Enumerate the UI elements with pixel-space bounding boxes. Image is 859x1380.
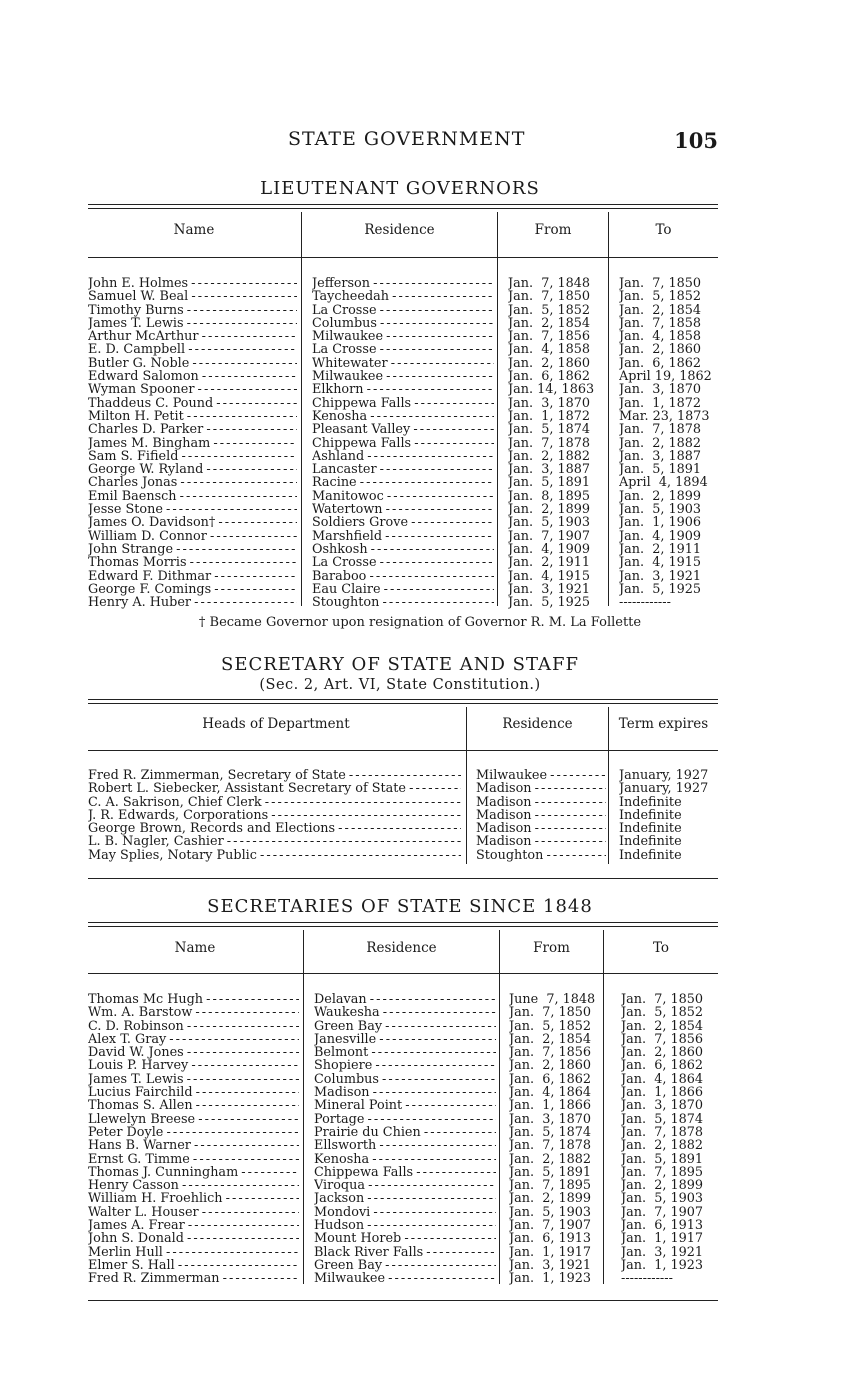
cell-from: Jan. 3, 1870: [509, 1112, 592, 1126]
cell-from: Jan. 2, 1882: [508, 449, 591, 464]
cell-to: Jan. 5, 1891: [619, 463, 702, 477]
cell-residence: Whitewater - - -: [312, 357, 494, 370]
cell-residence: La Crosse - - -: [312, 304, 494, 317]
cell-to: ------------: [619, 596, 671, 610]
cell-from: Jan. 8, 1895: [508, 489, 591, 504]
cell-name: Henry Casson - - -: [88, 1179, 299, 1192]
cell-term: Indefinite: [619, 835, 682, 849]
table-row: [88, 796, 718, 809]
table-row: [88, 410, 718, 423]
cell-to: Jan. 2, 1899: [619, 489, 702, 504]
table-row: [88, 849, 718, 862]
cell-from: Jan. 7, 1878: [508, 436, 591, 450]
cell-from: Jan. 5, 1903: [509, 1205, 592, 1220]
cell-residence: Stoughton - - -: [312, 596, 494, 609]
cell-name: Lucius Fairchild - - -: [88, 1086, 299, 1099]
table-row: [88, 463, 718, 476]
cell-from: Jan. 7, 1907: [508, 529, 591, 543]
cell-residence: Oshkosh - - -: [312, 543, 494, 556]
column-header-name: Name: [174, 940, 216, 956]
cell-name: Wyman Spooner - - -: [88, 383, 297, 396]
cell-head: George Brown, Records and Elections - - -: [88, 822, 461, 835]
cell-residence: Janesville - - -: [314, 1033, 496, 1046]
cell-to: Jan. 6, 1862: [619, 356, 702, 371]
cell-name: Wm. A. Barstow - - -: [88, 1006, 299, 1019]
secretaries-since-rows: [88, 993, 718, 1286]
cell-from: Jan. 4, 1909: [508, 542, 591, 557]
table-bottom-rule: [88, 878, 718, 879]
cell-to: Jan. 3, 1870: [619, 383, 702, 397]
cell-name: Edward Salomon - - -: [88, 370, 297, 383]
cell-head: L. B. Nagler, Cashier - - -: [88, 835, 461, 848]
cell-to: Jan. 2, 1911: [619, 542, 702, 557]
cell-residence: Green Bay - - -: [314, 1020, 496, 1033]
cell-residence: Columbus - - -: [312, 317, 494, 330]
cell-residence: Belmont - - -: [314, 1046, 496, 1059]
table-row: [88, 1259, 718, 1272]
table-row: [88, 1139, 718, 1152]
cell-from: Jan. 7, 1856: [509, 1046, 592, 1060]
cell-to: April 4, 1894: [619, 476, 708, 490]
table-top-rule: [88, 926, 718, 927]
table-row: [88, 1006, 718, 1019]
table-row: [88, 543, 718, 556]
table-row: [88, 397, 718, 410]
cell-residence: Kenosha - - -: [312, 410, 494, 423]
cell-name: Milton H. Petit - - -: [88, 410, 297, 423]
table-row: [88, 583, 718, 596]
table-row: [88, 383, 718, 396]
cell-from: Jan. 2, 1860: [508, 356, 591, 371]
cell-name: James T. Lewis - - -: [88, 317, 297, 330]
cell-from: Jan. 6, 1862: [509, 1072, 592, 1087]
cell-from: Jan. 7, 1850: [508, 290, 591, 304]
cell-to: Jan. 7, 1850: [621, 993, 704, 1007]
cell-from: Jan. 5, 1903: [508, 516, 591, 530]
cell-from: Jan. 5, 1891: [508, 476, 591, 490]
secretary-staff-subtitle: (Sec. 2, Art. VI, State Constitution.): [259, 677, 541, 693]
cell-to: Jan. 5, 1852: [621, 1006, 704, 1020]
cell-name: Elmer S. Hall - - -: [88, 1259, 299, 1272]
cell-to: Jan. 7, 1856: [621, 1032, 704, 1047]
cell-name: C. D. Robinson - - -: [88, 1020, 299, 1033]
secretaries-since-title: SECRETARIES OF STATE SINCE 1848: [207, 896, 593, 917]
cell-name: Thomas Morris - - -: [88, 556, 297, 569]
table-row: [88, 290, 718, 303]
table-row: [88, 503, 718, 516]
cell-name: Louis P. Harvey - - -: [88, 1059, 299, 1072]
cell-from: Jan. 5, 1852: [509, 1019, 592, 1033]
table-row: [88, 1166, 718, 1179]
table-row: [88, 1086, 718, 1099]
cell-name: Emil Baensch - - -: [88, 490, 297, 503]
cell-term: January, 1927: [619, 769, 709, 783]
cell-residence: Ellsworth - - -: [314, 1139, 496, 1152]
cell-residence: Milwaukee - - -: [312, 330, 494, 343]
cell-name: Alex T. Gray - - -: [88, 1033, 299, 1046]
column-header-from: From: [534, 222, 572, 238]
cell-from: Jan. 3, 1870: [508, 396, 591, 410]
column-header-to: To: [655, 222, 672, 238]
cell-from: Jan. 2, 1899: [508, 503, 591, 517]
cell-residence: Lancaster - - -: [312, 463, 494, 476]
cell-residence: Madison - - -: [476, 822, 606, 835]
cell-from: Jan. 7, 1856: [508, 330, 591, 344]
cell-to: ------------: [621, 1272, 673, 1286]
cell-from: Jan. 1, 1917: [509, 1245, 592, 1259]
table-row: [88, 822, 718, 835]
cell-to: Jan. 4, 1858: [619, 330, 702, 344]
cell-residence: Black River Falls - - -: [314, 1246, 496, 1259]
cell-name: Thomas S. Allen - - -: [88, 1099, 299, 1112]
table-row: [88, 370, 718, 383]
cell-term: January, 1927: [619, 782, 709, 796]
cell-residence: Shopiere - - -: [314, 1059, 496, 1072]
cell-residence: Columbus - - -: [314, 1073, 496, 1086]
cell-residence: Chippewa Falls - - -: [312, 437, 494, 450]
cell-to: Jan. 6, 1862: [621, 1059, 704, 1073]
cell-from: Jan. 2, 1882: [509, 1152, 592, 1166]
cell-residence: Manitowoc - - -: [312, 490, 494, 503]
running-title: STATE GOVERNMENT: [288, 128, 526, 150]
table-row: [88, 516, 718, 529]
cell-to: Jan. 1, 1906: [619, 516, 702, 530]
cell-to: Jan. 5, 1925: [619, 582, 702, 597]
cell-name: Sam S. Fifield - - -: [88, 450, 297, 463]
cell-to: Jan. 5, 1874: [621, 1112, 704, 1126]
table-row: [88, 343, 718, 356]
cell-to: Jan. 3, 1870: [621, 1099, 704, 1113]
cell-to: Jan. 3, 1921: [619, 569, 702, 583]
cell-from: Jan. 3, 1921: [509, 1258, 592, 1273]
cell-from: Jan. 6, 1862: [508, 370, 591, 384]
cell-from: Jan. 5, 1874: [509, 1125, 592, 1140]
cell-residence: Taycheedah - - -: [312, 290, 494, 303]
cell-to: Jan. 2, 1854: [621, 1019, 704, 1033]
cell-from: Jan. 7, 1848: [508, 277, 591, 291]
cell-head: C. A. Sakrison, Chief Clerk - - -: [88, 796, 461, 809]
cell-to: Jan. 4, 1909: [619, 529, 702, 543]
cell-from: Jan. 2, 1854: [508, 316, 591, 331]
cell-to: Jan. 3, 1921: [621, 1245, 704, 1259]
cell-residence: Milwaukee - - -: [314, 1272, 496, 1285]
header-bottom-rule: [88, 750, 718, 751]
cell-name: William H. Froehlich - - -: [88, 1192, 299, 1205]
cell-residence: Mondovi - - -: [314, 1206, 496, 1219]
cell-from: Jan. 3, 1887: [508, 463, 591, 477]
cell-from: Jan. 7, 1907: [509, 1219, 592, 1233]
cell-residence: Madison - - -: [476, 796, 606, 809]
cell-residence: Milwaukee - - -: [312, 370, 494, 383]
cell-head: J. R. Edwards, Corporations - - -: [88, 809, 461, 822]
table-top-rule: [88, 703, 718, 704]
cell-residence: Viroqua - - -: [314, 1179, 496, 1192]
table-row: [88, 1179, 718, 1192]
header-bottom-rule: [88, 973, 718, 974]
table-row: [88, 570, 718, 583]
table-row: [88, 490, 718, 503]
cell-to: Jan. 2, 1854: [619, 303, 702, 317]
table-row: [88, 1192, 718, 1205]
cell-term: Indefinite: [619, 848, 682, 863]
cell-name: Charles D. Parker - - -: [88, 423, 297, 436]
cell-name: William D. Connor - - -: [88, 530, 297, 543]
cell-residence: Madison - - -: [476, 782, 606, 795]
cell-to: Jan. 5, 1903: [619, 503, 702, 517]
table-row: [88, 437, 718, 450]
table-row: [88, 1113, 718, 1126]
footnote: † Became Governor upon resignation of Governor R. M. La Follette: [198, 615, 642, 630]
cell-term: Indefinite: [619, 808, 682, 823]
table-row: [88, 1020, 718, 1033]
cell-residence: Stoughton - - -: [476, 849, 606, 862]
cell-from: Jan. 2, 1911: [508, 556, 591, 570]
cell-from: Jan. 2, 1860: [509, 1059, 592, 1073]
cell-residence: Watertown - - -: [312, 503, 494, 516]
cell-residence: Milwaukee - - -: [476, 769, 606, 782]
cell-to: Jan. 5, 1903: [621, 1192, 704, 1206]
table-top-rule: [88, 204, 718, 205]
cell-name: Thomas Mc Hugh - - -: [88, 993, 299, 1006]
table-top-rule: [88, 699, 718, 700]
cell-from: Jan. 5, 1925: [508, 596, 591, 610]
table-row: [88, 530, 718, 543]
table-row: [88, 1099, 718, 1112]
table-row: [88, 835, 718, 848]
table-row: [88, 330, 718, 343]
cell-head: Fred R. Zimmerman, Secretary of State - - -: [88, 769, 461, 782]
cell-residence: Racine - - -: [312, 476, 494, 489]
table-row: [88, 1246, 718, 1259]
cell-name: Timothy Burns - - -: [88, 304, 297, 317]
cell-name: John Strange - - -: [88, 543, 297, 556]
cell-residence: Hudson - - -: [314, 1219, 496, 1232]
cell-to: Jan. 1, 1917: [621, 1232, 704, 1246]
cell-from: Jan. 5, 1852: [508, 303, 591, 317]
cell-to: Jan. 3, 1887: [619, 449, 702, 464]
column-header-residence: Residence: [366, 940, 437, 956]
table-row: [88, 423, 718, 436]
cell-name: James M. Bingham - - -: [88, 437, 297, 450]
cell-to: Jan. 6, 1913: [621, 1219, 704, 1233]
cell-name: Merlin Hull - - -: [88, 1246, 299, 1259]
cell-residence: Waukesha - - -: [314, 1006, 496, 1019]
column-header-to: To: [652, 940, 670, 956]
cell-name: Llewelyn Breese - - -: [88, 1113, 299, 1126]
cell-to: Jan. 7, 1878: [619, 423, 702, 437]
column-header-from: From: [533, 940, 570, 956]
cell-residence: La Crosse - - -: [312, 556, 494, 569]
cell-name: John S. Donald - - -: [88, 1232, 299, 1245]
cell-from: Jan. 1, 1872: [508, 409, 591, 424]
cell-residence: Chippewa Falls - - -: [314, 1166, 496, 1179]
table-row: [88, 1219, 718, 1232]
cell-residence: Baraboo - - -: [312, 570, 494, 583]
cell-to: Jan. 1, 1866: [621, 1086, 704, 1100]
cell-name: James T. Lewis - - -: [88, 1073, 299, 1086]
table-row: [88, 1206, 718, 1219]
cell-term: Indefinite: [619, 795, 682, 809]
cell-to: Jan. 4, 1915: [619, 556, 702, 570]
cell-name: Thaddeus C. Pound - - -: [88, 397, 297, 410]
cell-residence: Ashland - - -: [312, 450, 494, 463]
cell-name: Hans B. Warner - - -: [88, 1139, 299, 1152]
cell-residence: Soldiers Grove - - -: [312, 516, 494, 529]
cell-name: George F. Comings - - -: [88, 583, 297, 596]
table-row: [88, 1232, 718, 1245]
table-row: [88, 1153, 718, 1166]
cell-residence: Eau Claire - - -: [312, 583, 494, 596]
table-row: [88, 450, 718, 463]
cell-residence: Kenosha - - -: [314, 1153, 496, 1166]
cell-residence: Jackson - - -: [314, 1192, 496, 1205]
cell-to: Jan. 2, 1860: [621, 1046, 704, 1060]
secretary-staff-title: SECRETARY OF STATE AND STAFF: [221, 654, 579, 675]
cell-to: April 19, 1862: [619, 370, 712, 384]
cell-to: Jan. 1, 1923: [621, 1258, 704, 1273]
cell-from: Jan. 5, 1891: [509, 1165, 592, 1180]
table-row: [88, 1073, 718, 1086]
table-row: [88, 317, 718, 330]
cell-from: Jan. 4, 1915: [508, 569, 591, 583]
table-row: [88, 357, 718, 370]
cell-to: Mar. 23, 1873: [619, 409, 710, 424]
cell-residence: Marshfield - - -: [312, 530, 494, 543]
table-row: [88, 809, 718, 822]
cell-name: Charles Jonas - - -: [88, 476, 297, 489]
cell-to: Jan. 5, 1852: [619, 290, 702, 304]
cell-to: Jan. 7, 1850: [619, 277, 702, 291]
cell-residence: Madison - - -: [314, 1086, 496, 1099]
cell-residence: Mineral Point - - -: [314, 1099, 496, 1112]
cell-residence: Delavan - - -: [314, 993, 496, 1006]
column-header-term: Term expires: [618, 716, 709, 732]
cell-residence: Pleasant Valley - - -: [312, 423, 494, 436]
table-row: [88, 1046, 718, 1059]
table-top-rule: [88, 208, 718, 209]
table-row: [88, 782, 718, 795]
cell-residence: Madison - - -: [476, 835, 606, 848]
cell-name: Fred R. Zimmerman - - -: [88, 1272, 299, 1285]
cell-from: Jan. 3, 1921: [508, 582, 591, 597]
cell-head: Robert L. Siebecker, Assistant Secretary of State - - -: [88, 782, 461, 795]
cell-name: James A. Frear - - -: [88, 1219, 299, 1232]
cell-to: Jan. 1, 1872: [619, 396, 702, 410]
cell-name: Ernst G. Timme - - -: [88, 1153, 299, 1166]
cell-from: Jan. 7, 1895: [509, 1179, 592, 1193]
cell-residence: Elkhorn - - -: [312, 383, 494, 396]
cell-from: Jan. 1, 1923: [509, 1272, 592, 1286]
cell-residence: Portage - - -: [314, 1113, 496, 1126]
header-bottom-rule: [88, 257, 718, 258]
cell-to: Jan. 2, 1899: [621, 1179, 704, 1193]
page-number: 105: [674, 128, 718, 153]
cell-residence: La Crosse - - -: [312, 343, 494, 356]
table-row: [88, 596, 718, 609]
secretary-staff-rows: [88, 769, 718, 862]
cell-residence: Chippewa Falls - - -: [312, 397, 494, 410]
cell-residence: Prairie du Chien - - -: [314, 1126, 496, 1139]
table-row: [88, 1033, 718, 1046]
table-row: [88, 1272, 718, 1285]
cell-name: E. D. Campbell - - -: [88, 343, 297, 356]
cell-from: Jan. 7, 1850: [509, 1006, 592, 1020]
cell-name: Peter Doyle - - -: [88, 1126, 299, 1139]
cell-head: May Splies, Notary Public - - -: [88, 849, 461, 862]
cell-from: Jan. 2, 1899: [509, 1192, 592, 1206]
cell-term: Indefinite: [619, 822, 682, 836]
table-row: [88, 476, 718, 489]
column-header-residence: Residence: [502, 716, 573, 732]
table-row: [88, 304, 718, 317]
cell-name: Thomas J. Cunningham - - -: [88, 1166, 299, 1179]
cell-from: June 7, 1848: [509, 993, 596, 1007]
lieutenant-governors-rows: [88, 277, 718, 609]
running-head: [88, 128, 718, 154]
table-row: [88, 556, 718, 569]
cell-to: Jan. 2, 1882: [621, 1139, 704, 1153]
cell-to: Jan. 7, 1895: [621, 1165, 704, 1180]
cell-to: Jan. 2, 1860: [619, 343, 702, 357]
cell-to: Jan. 5, 1891: [621, 1152, 704, 1166]
cell-to: Jan. 7, 1858: [619, 316, 702, 331]
cell-name: Samuel W. Beal - - -: [88, 290, 297, 303]
cell-from: Jan. 14, 1863: [508, 383, 595, 397]
table-row: [88, 769, 718, 782]
cell-name: Butler G. Noble - - -: [88, 357, 297, 370]
cell-name: Henry A. Huber - - -: [88, 596, 297, 609]
cell-name: George W. Ryland - - -: [88, 463, 297, 476]
cell-from: Jan. 7, 1878: [509, 1139, 592, 1153]
cell-name: David W. Jones - - -: [88, 1046, 299, 1059]
column-header-name: Name: [173, 222, 215, 238]
cell-name: Walter L. Houser - - -: [88, 1206, 299, 1219]
cell-from: Jan. 4, 1864: [509, 1086, 592, 1100]
table-row: [88, 1126, 718, 1139]
cell-from: Jan. 5, 1874: [508, 423, 591, 437]
table-row: [88, 277, 718, 290]
cell-name: Jesse Stone - - -: [88, 503, 297, 516]
cell-from: Jan. 2, 1854: [509, 1032, 592, 1047]
cell-residence: Green Bay - - -: [314, 1259, 496, 1272]
cell-from: Jan. 1, 1866: [509, 1099, 592, 1113]
lieutenant-governors-title: LIEUTENANT GOVERNORS: [260, 178, 540, 199]
table-top-rule: [88, 922, 718, 923]
cell-name: Edward F. Dithmar - - -: [88, 570, 297, 583]
cell-name: John E. Holmes - - -: [88, 277, 297, 290]
table-bottom-rule: [88, 1300, 718, 1301]
column-header-heads: Heads of Department: [202, 716, 350, 732]
cell-to: Jan. 4, 1864: [621, 1072, 704, 1087]
cell-residence: Mount Horeb - - -: [314, 1232, 496, 1245]
cell-name: Arthur McArthur - - -: [88, 330, 297, 343]
cell-to: Jan. 7, 1907: [621, 1205, 704, 1220]
table-row: [88, 1059, 718, 1072]
column-header-residence: Residence: [364, 222, 435, 238]
cell-from: Jan. 6, 1913: [509, 1232, 592, 1246]
cell-to: Jan. 7, 1878: [621, 1125, 704, 1140]
cell-residence: Madison - - -: [476, 809, 606, 822]
cell-name: James O. Davidson† - - -: [88, 516, 297, 529]
cell-to: Jan. 2, 1882: [619, 436, 702, 450]
table-row: [88, 993, 718, 1006]
cell-residence: Jefferson - - -: [312, 277, 494, 290]
cell-from: Jan. 4, 1858: [508, 343, 591, 357]
